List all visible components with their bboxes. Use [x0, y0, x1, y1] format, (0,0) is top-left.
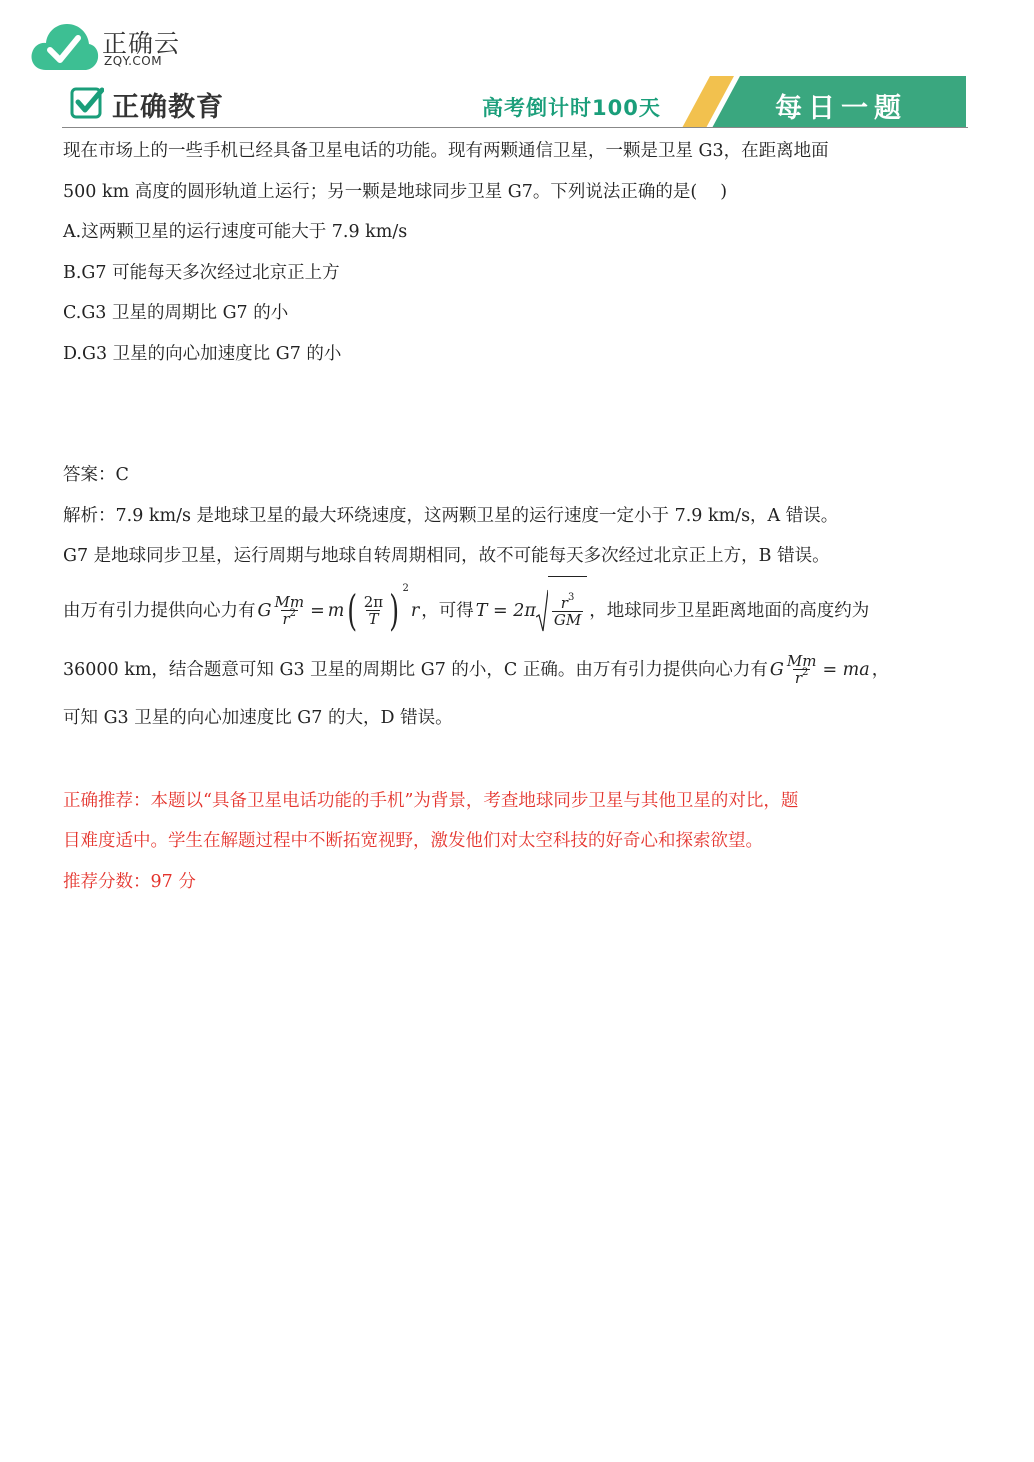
cloud-check-icon	[28, 18, 100, 74]
analysis-line5: 可知 G3 卫星的向心加速度比 G7 的大，D 错误。	[63, 707, 453, 728]
header-bar	[62, 76, 968, 130]
check-box-icon	[70, 86, 104, 120]
edu-name: 正确教育	[112, 92, 224, 123]
question-stem-line2: 500 km 高度的圆形轨道上运行；另一颗是地球同步卫星 G7。下列说法正确的是( )	[63, 181, 728, 202]
option-c: C.G3 卫星的周期比 G7 的小	[63, 303, 289, 323]
question-stem-line1: 现在市场上的一些手机已经具备卫星电话的功能。现有两颗通信卫星，一颗是卫星 G3，在距离地面	[63, 141, 829, 161]
option-a: A.这两颗卫星的运行速度可能大于 7.9 km/s	[63, 222, 408, 242]
question-content	[63, 131, 973, 902]
header-divider	[62, 127, 968, 128]
analysis-formula-line	[63, 577, 973, 645]
option-d: D.G3 卫星的向心加速度比 G7 的小	[63, 343, 342, 364]
brand-domain: ZQY.COM	[104, 54, 163, 68]
recommend-line1: 正确推荐：本题以“具备卫星电话功能的手机”为背景，考查地球同步卫星与其他卫星的对比，题	[63, 790, 799, 811]
recommend-score: 推荐分数：97 分	[63, 871, 196, 892]
formula-prefix: 由万有引力提供向心力有	[63, 600, 256, 621]
acceleration-formula: G $\frac{Mm}{r^2}$ = ma	[769, 651, 870, 687]
formula-suffix: ，地球同步卫星距离地面的高度约为	[589, 600, 870, 621]
analysis-line2: G7 是地球同步卫星，运行周期与地球自转周期相同，故不可能每天多次经过北京正上方，B 错误。	[63, 546, 830, 566]
answer-label: 答案：C	[63, 465, 129, 485]
formula-mid: ，可得	[421, 600, 474, 621]
daily-question-label: 每日一题	[775, 93, 907, 124]
analysis-line4: 36000 km，结合题意可知 G3 卫星的周期比 G7 的小，C 正确。由万有引力提供向心力有 G $\frac{Mm}{r^2}$ = ma ，	[63, 645, 973, 695]
analysis-line1: 解析：7.9 km/s 是地球卫星的最大环绕速度，这两颗卫星的运行速度一定小于 7.9 km/s，A 错误。	[63, 505, 839, 526]
brand-name: 正确云	[102, 29, 181, 58]
recommend-line2: 目难度适中。学生在解题过程中不断拓宽视野，激发他们对太空科技的好奇心和探索欲望。	[63, 831, 763, 851]
countdown-label: 高考倒计时100天	[482, 96, 661, 120]
gravity-formula: G $\frac{Mm}{r^2}$ = m ( $\frac{2\pi}{T}$ ) 2 r	[257, 582, 420, 635]
brand-logo	[28, 18, 218, 76]
option-b: B.G7 可能每天多次经过北京正上方	[63, 262, 340, 283]
period-formula: T = 2π $\frac{r^3}{GM}$	[476, 576, 587, 645]
